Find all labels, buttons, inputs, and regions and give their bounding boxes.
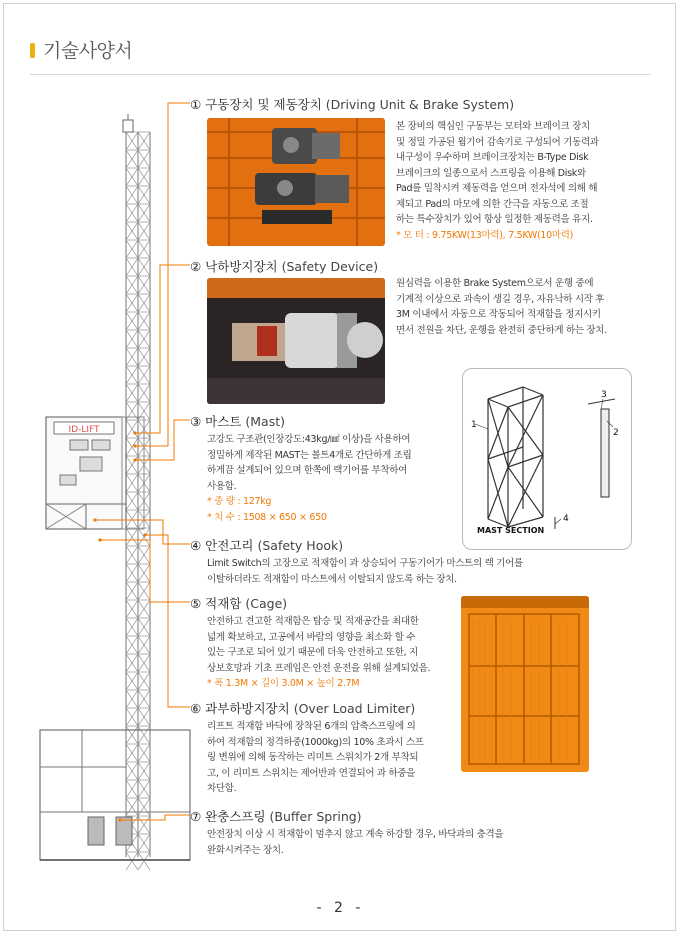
- section-6-body: 리프트 적재함 바닥에 장착된 6개의 압축스프링에 의 하여 적재함의 정격하중(1000kg)의 10% 초과시 스프 링 변위에 의해 동작하는 리미트 스위치가 2개 부착되 고, 이 리미트 스위치는 제어반과 연결되어 과 하중을 차단함.: [207, 721, 424, 794]
- callout-2: 2: [613, 428, 619, 438]
- page-number: - 2 -: [316, 900, 365, 916]
- section-3-body: 고강도 구조관(인장강도:43kg/㎟ 이상)을 사용하여 정밀하게 제작된 MAST는 볼트4개로 간단하게 조립 하게끔 설계되어 있으며 한쪽에 랙기어를 부착하여 사용함. * 중 량 : 127kg * 치 수 : 1508 × 650 × 650: [207, 432, 457, 525]
- cage-photo: [461, 596, 589, 772]
- callout-1: 1: [471, 420, 477, 430]
- motor-spec: * 모 터 : 9.75KW(13마력), 7.5KW(10마력): [396, 229, 574, 241]
- safety-device-photo: [207, 278, 385, 404]
- section-7-title: ⑦ 완충스프링 (Buffer Spring): [190, 809, 362, 824]
- section-1-body: 본 장비의 핵심인 구동부는 모터와 브레이크 장치 및 정밀 가공된 웜기어 감속기로 구성되어 기동력과 내구성이 우수하며 브레이크장치는 B-Type Disk 브레이크의 일종으로서 스프링을 이용해 Disk와 Pad를 밀착시켜 제동력을 얻으며 전자석에 의해 해 제되고 Pad의 마모에 의한 간극을 자동으로 조절 하는 특수장치가 있어 항상 일정한 제동력을 유지. * 모 터 : 9.75KW(13마력), 7.5KW(10마력): [396, 119, 641, 243]
- mast-section-diagram: [462, 368, 632, 550]
- callout-3: 3: [601, 390, 607, 400]
- section-1-title: ① 구동장치 및 제동장치 (Driving Unit & Brake System): [190, 97, 515, 112]
- section-2-title: ② 낙하방지장치 (Safety Device): [190, 259, 379, 274]
- mast-weight-spec: * 중 량 : 127kg: [207, 496, 272, 507]
- section-5-title: ⑤ 적재함 (Cage): [190, 596, 288, 611]
- page-title: 기술사양서: [43, 40, 133, 62]
- section-4-body: Limit Switch의 고장으로 적재함이 과 상승되어 구동기어가 마스트의 랙 기어를 이탈하더라도 적재함이 마스트에서 이탈되지 않도록 하는 장치.: [207, 558, 523, 585]
- section-6-title: ⑥ 과부하방지장치 (Over Load Limiter): [190, 701, 416, 716]
- driving-unit-photo: [207, 118, 385, 246]
- callout-4: 4: [563, 514, 569, 524]
- mast-dimension-spec: * 치 수 : 1508 × 650 × 650: [207, 511, 327, 523]
- section-4-title: ④ 안전고리 (Safety Hook): [190, 538, 344, 553]
- section-5-body: 안전하고 견고한 적재함은 탑승 및 적재공간을 최대한 넓게 확보하고, 고공에서 바람의 영향을 최소화 할 수 있는 구조로 되어 있기 때문에 더욱 안전하고 또한, 지 상보호망과 기초 프레임은 안전 운전을 위해 설계되었음. * 폭 1.3M × 길이 3.0M × 높이 2.7M: [207, 614, 462, 692]
- section-7-body: 안전장치 이상 시 적재함이 멈추지 않고 계속 하강할 경우, 바닥과의 충격을 완화시켜주는 장치.: [207, 829, 504, 856]
- section-2-body: 원심력을 이용한 Brake System으로서 운행 중에 기계적 이상으로 과속이 생길 경우, 자유낙하 시작 후 3M 이내에서 자동으로 작동되어 적재함을 정지시키 면서 전원을 차단, 운행을 완전히 중단하게 하는 장치.: [396, 278, 607, 336]
- lift-brand-label: ID-LIFT: [68, 425, 100, 435]
- mast-section-label: MAST SECTION: [477, 526, 545, 535]
- section-3-title: ③ 마스트 (Mast): [190, 414, 286, 429]
- cage-dimension-spec: * 폭 1.3M × 길이 3.0M × 높이 2.7M: [207, 678, 360, 689]
